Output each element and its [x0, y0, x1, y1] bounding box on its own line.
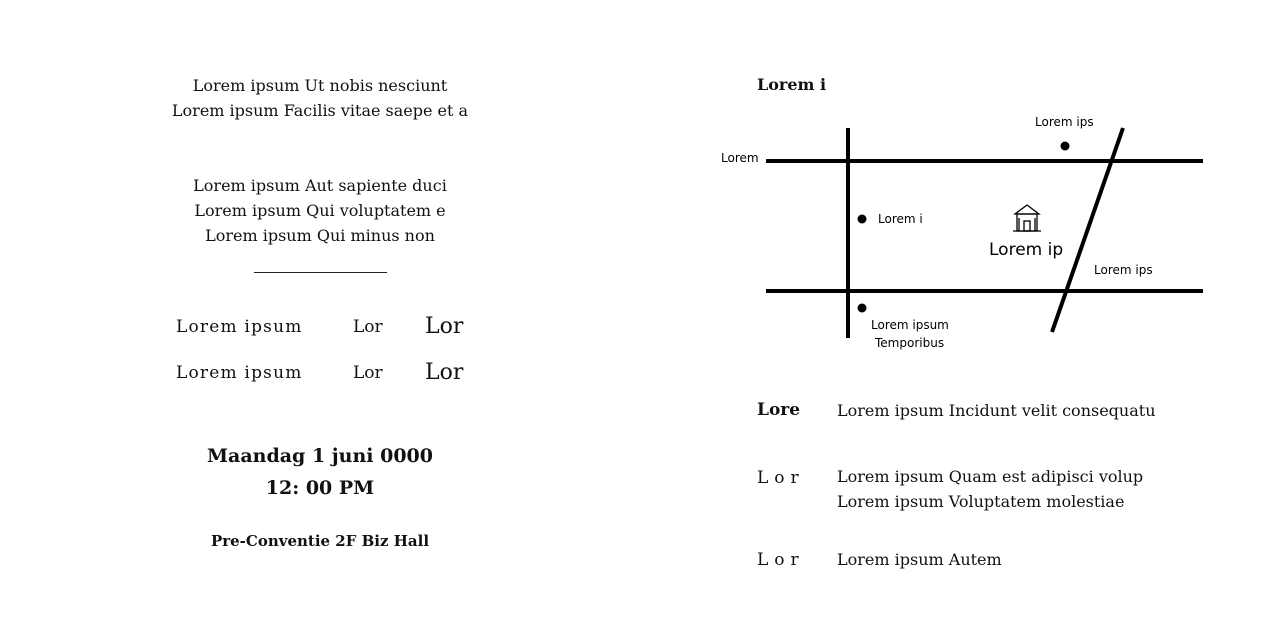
label-left-poi: Lorem i — [878, 212, 923, 226]
info-value — [837, 547, 1002, 572]
description-text — [130, 173, 510, 248]
description-line: Lorem ipsum Aut sapiente duci — [193, 176, 447, 195]
poi-dot-bottom — [858, 304, 867, 313]
street-diagonal — [1052, 128, 1123, 332]
poi-dot-left — [858, 215, 867, 224]
location-map — [700, 110, 1220, 360]
map-title: Lorem i — [757, 75, 827, 94]
event-datetime — [170, 440, 470, 504]
divider — [254, 272, 387, 273]
row-value-large: Lor — [425, 314, 464, 339]
label-right-street: Lorem ips — [1094, 263, 1153, 277]
event-time: 12: 00 PM — [265, 477, 375, 499]
description-line: Lorem ipsum Qui voluptatem e — [194, 201, 446, 220]
info-key: Lor — [757, 468, 805, 488]
label-bottom-poi-line1: Lorem ipsum — [871, 318, 949, 332]
row-value: Lor — [353, 363, 383, 383]
info-key: Lore — [757, 400, 801, 420]
poi-dot-top — [1061, 142, 1070, 151]
event-venue: Pre-Conventie 2F Biz Hall — [210, 532, 430, 550]
label-left-street: Lorem — [721, 151, 759, 165]
row-label: Lorem ipsum — [176, 363, 303, 383]
intro-text — [130, 73, 510, 123]
info-line: Lorem ipsum Voluptatem molestiae — [837, 492, 1125, 511]
house-icon — [1013, 205, 1041, 231]
info-line: Lorem ipsum Quam est adipisci volup — [837, 467, 1144, 486]
row-label: Lorem ipsum — [176, 317, 303, 337]
info-value — [837, 398, 1156, 423]
label-top-poi: Lorem ips — [1035, 115, 1094, 129]
info-key: Lor — [757, 550, 805, 570]
label-venue: Lorem ip — [989, 240, 1064, 260]
info-line: Lorem ipsum Autem — [837, 550, 1002, 569]
info-value — [837, 464, 1143, 514]
row-value: Lor — [353, 317, 383, 337]
description-line: Lorem ipsum Qui minus non — [205, 226, 435, 245]
event-date: Maandag 1 juni 0000 — [206, 445, 433, 467]
label-bottom-poi-line2: Temporibus — [875, 336, 945, 350]
row-value-large: Lor — [425, 360, 464, 385]
intro-line: Lorem ipsum Facilis vitae saepe et a — [171, 101, 469, 120]
intro-line: Lorem ipsum Ut nobis nesciunt — [192, 76, 448, 95]
info-line: Lorem ipsum Incidunt velit consequatu — [837, 401, 1156, 420]
